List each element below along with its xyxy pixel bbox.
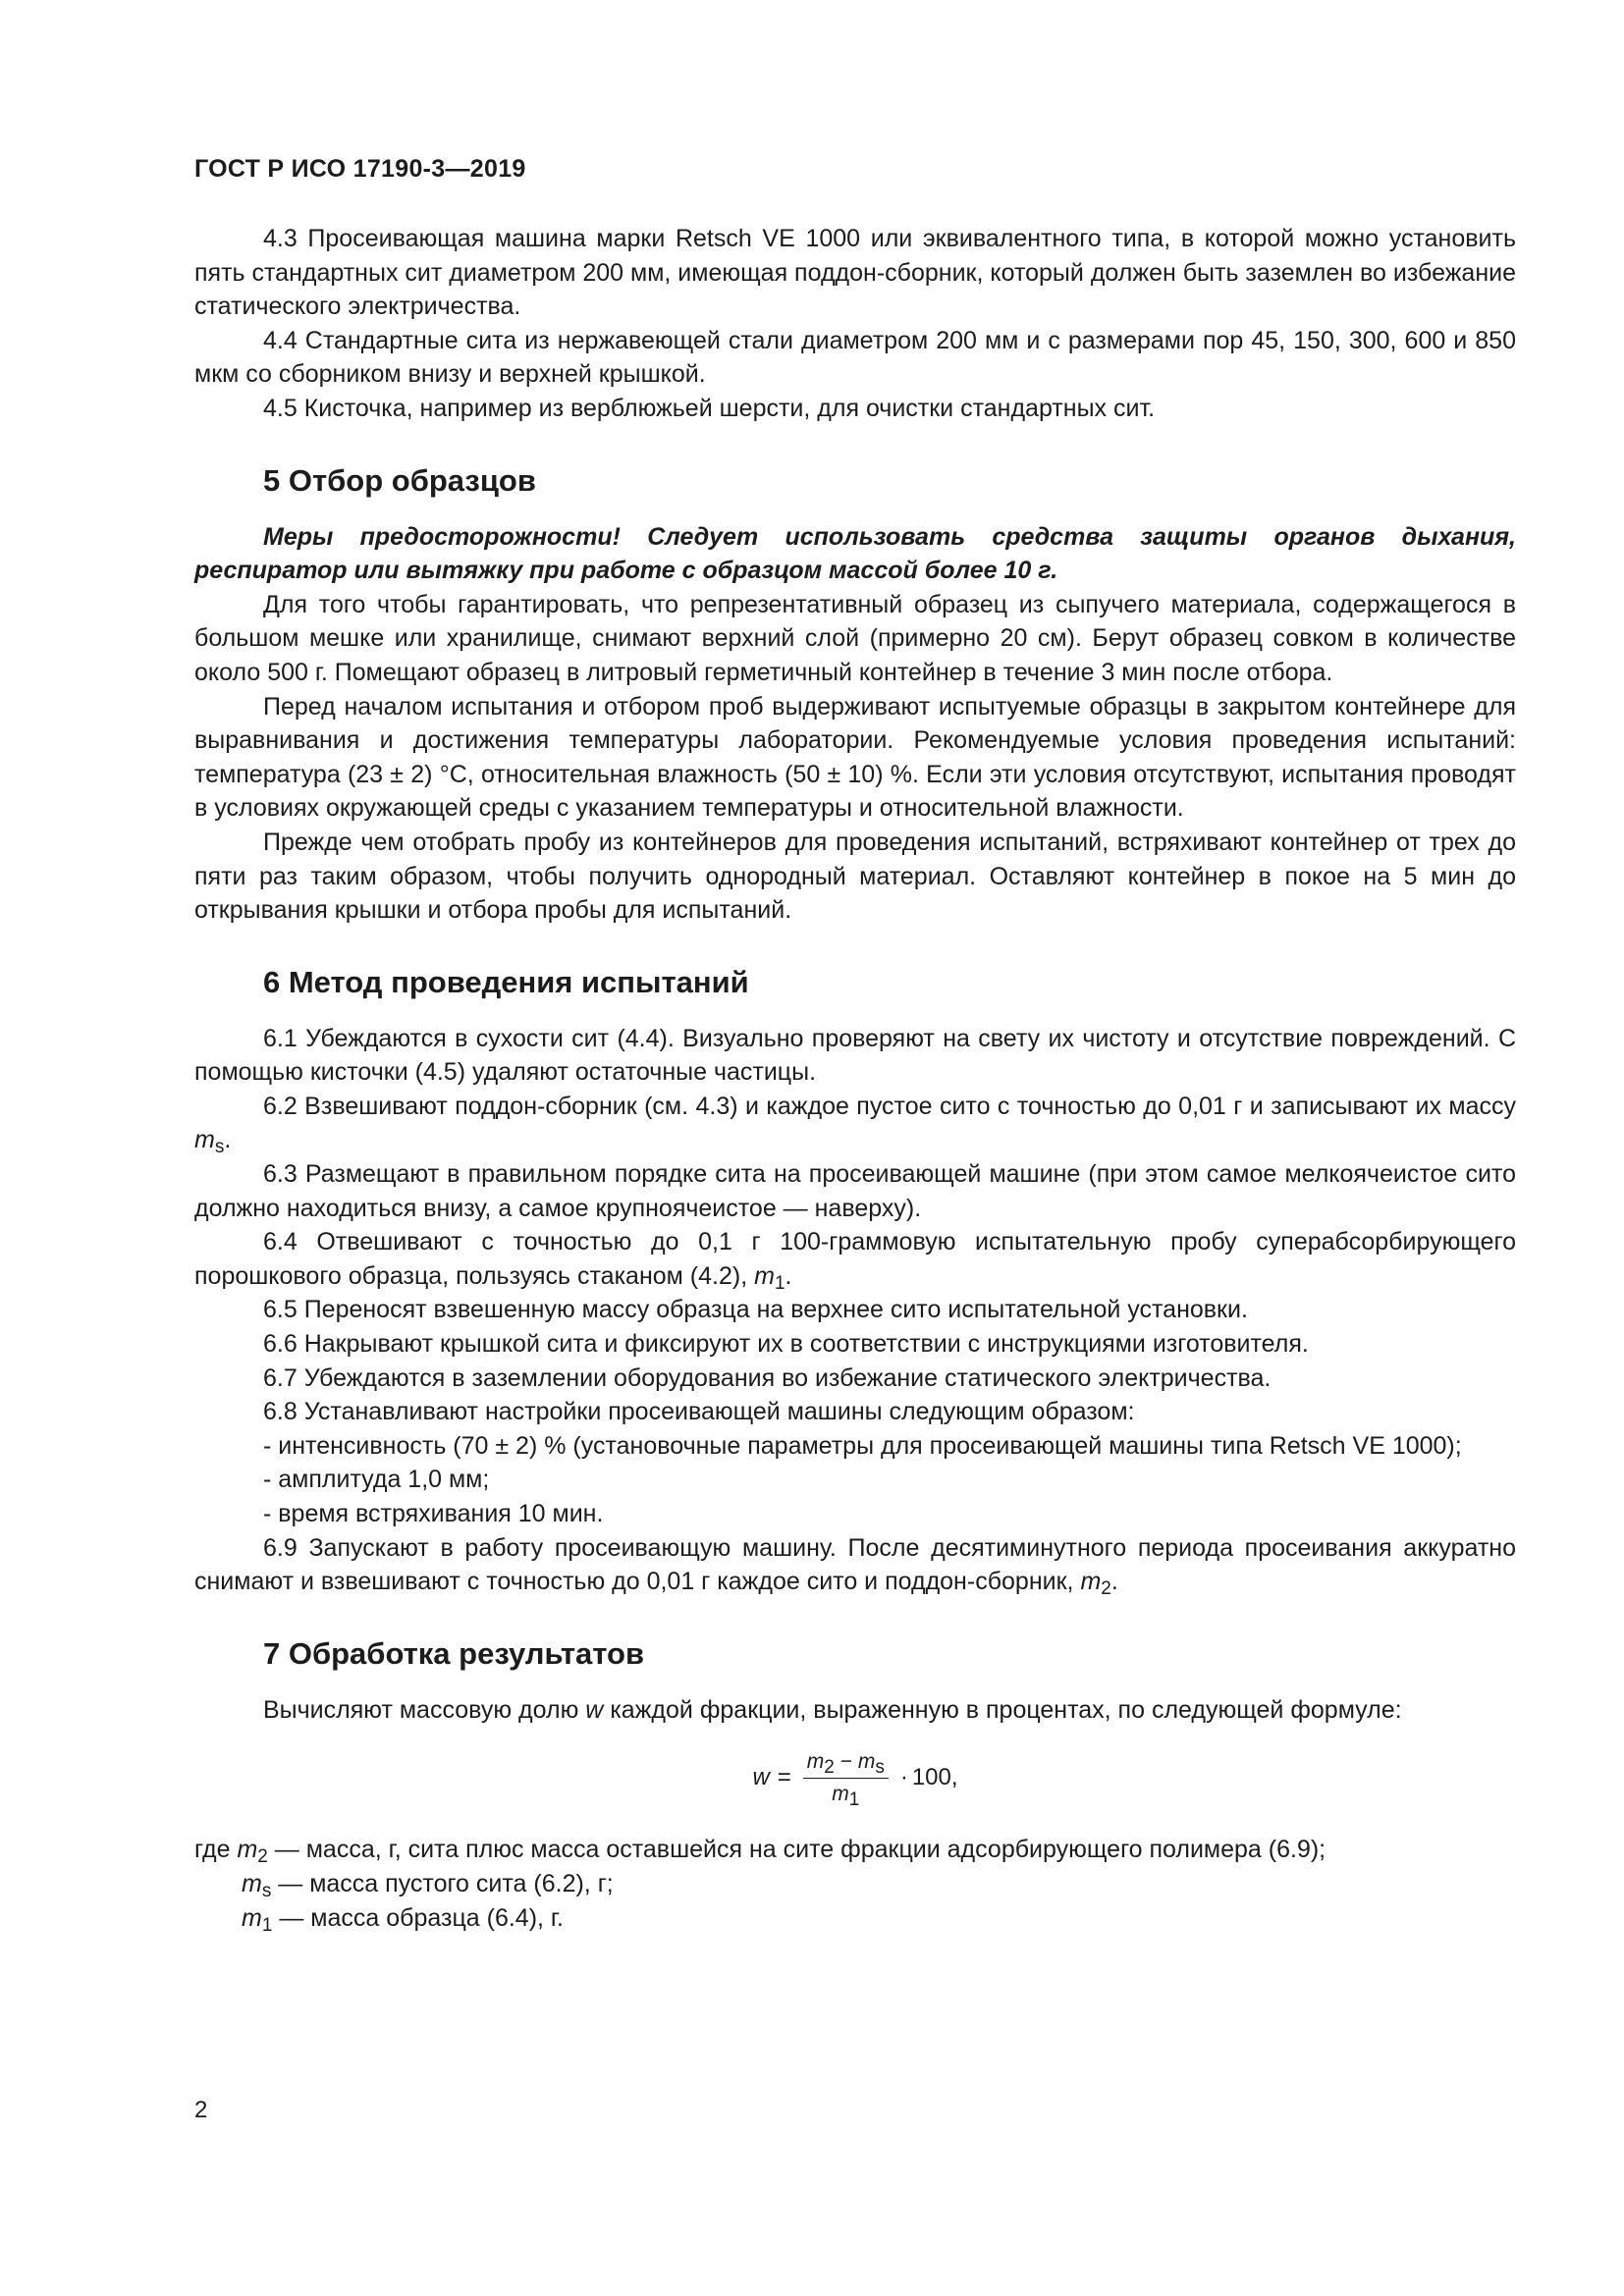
mass-fraction-formula xyxy=(194,1736,1516,1819)
where-line-ms xyxy=(194,1867,1516,1901)
paragraph-6-2-text: 6.2 Взвешивают поддон-сборник (см. 4.3) и каждое пустое сито с точностью до 0,01 г и записывают их массу xyxy=(263,1092,1516,1120)
setting-intensity: - интенсивность (70 ± 2) % (установочные параметры для просеивающей машины типа Retsch VE 1000); xyxy=(263,1431,1462,1460)
formula-times: · xyxy=(899,1764,908,1791)
document-body xyxy=(194,222,1516,1935)
formula-equals: = xyxy=(777,1764,791,1791)
var-subscript: 1 xyxy=(261,1914,273,1936)
formula-numerator xyxy=(803,1748,889,1779)
paragraph-6-7: 6.7 Убеждаются в заземлении оборудования во избежание статического электричества. xyxy=(263,1363,1272,1392)
paragraph-6-8: 6.8 Устанавливают настройки просеивающей машины следующим образом: xyxy=(263,1398,1135,1426)
formula-lhs: w xyxy=(752,1764,770,1791)
paragraph-4-3: 4.3 Просеивающая машина марки Retsch VE 1000 или эквивалентного типа, в которой можно установить пять стандартных сит диаметром 200 мм, имеющая поддон-сборник, который должен быть заземлен во избежание статического электричества. xyxy=(194,225,1516,321)
paragraph-6-6: 6.6 Накрывают крышкой сита и фиксируют их в соответствии с инструкциями изготовителя. xyxy=(263,1330,1309,1359)
var-subscript: 2 xyxy=(257,1846,268,1868)
paragraph-6-3: 6.3 Размещают в правильном порядке сита на просеивающей машине (при этом самое мелкоячеистое сито должно находиться внизу, а самое крупноячеистое — наверху). xyxy=(194,1160,1516,1222)
num-var-m: m xyxy=(857,1749,876,1773)
var-subscript: 2 xyxy=(1101,1578,1111,1600)
page-number: 2 xyxy=(194,2097,208,2123)
safety-warning: Меры предосторожности! Следует использовать средства защиты органов дыхания, респиратор или вытяжку при работе с образцом массой более 10 г. xyxy=(194,522,1516,585)
var-m: m xyxy=(754,1261,775,1290)
paragraph-5-3: Прежде чем отобрать пробу из контейнеров для проведения испытаний, встряхивают контейнер от трех до пяти раз таким образом, чтобы получить однородный материал. Оставляют контейнер в покое на 5 мин до открывания крышки и отбора пробы для испытаний. xyxy=(194,828,1516,925)
formula-fraction xyxy=(803,1748,889,1808)
section-5-heading: 5 Отбор образцов xyxy=(263,462,536,498)
paragraph-6-9 xyxy=(194,1531,1516,1599)
formula-factor: 100, xyxy=(911,1764,958,1791)
paragraph-5-2: Перед началом испытания и отбором проб выдерживают испытуемые образцы в закрытом контейнере для выравнивания и достижения температуры лаборатории. Рекомендуемые условия проведения испытаний: температура (23 ± 2) °С, относительная влажность (50 ± 10) %. Если эти условия отсутствуют, испытания проводят в условиях окружающей среды с указанием температуры и относительной влажности. xyxy=(194,692,1516,823)
intro-text: Вычисляют массовую долю xyxy=(263,1695,579,1724)
setting-amplitude: - амплитуда 1,0 мм; xyxy=(263,1466,490,1494)
paragraph-6-4-text: 6.4 Отвешивают с точностью до 0,1 г 100-граммовую испытательную пробу суперабсорбирующего порошкового образца, пользуясь стаканом (4.2), xyxy=(194,1228,1516,1290)
formula-denominator xyxy=(832,1779,859,1808)
num-var-m: m xyxy=(806,1749,825,1773)
paragraph-6-2 xyxy=(194,1090,1516,1157)
where-prefix: где xyxy=(194,1836,238,1864)
var-subscript: s xyxy=(214,1137,225,1158)
den-sub-1: 1 xyxy=(848,1789,860,1810)
var-m: m xyxy=(194,1126,215,1154)
period: . xyxy=(224,1126,232,1154)
where-definition: — масса пустого сита (6.2), г; xyxy=(271,1869,614,1897)
section-7-heading: 7 Обработка результатов xyxy=(263,1635,645,1671)
var-subscript: 1 xyxy=(774,1272,785,1294)
var-m: m xyxy=(237,1836,258,1864)
where-definition: — масса образца (6.4), г. xyxy=(272,1903,564,1932)
paragraph-5-1: Для того чтобы гарантировать, что репрезентативный образец из сыпучего материала, содержащегося в большом мешке или хранилище, снимают верхний слой (примерно 20 см). Берут образец совком в количестве около 500 г. Помещают образец в литровый герметичный контейнер в течение 3 мин после отбора. xyxy=(194,590,1516,686)
paragraph-6-4 xyxy=(194,1225,1516,1293)
den-var-m: m xyxy=(832,1782,849,1805)
where-line-m2 xyxy=(194,1833,1516,1867)
paragraph-6-9-text: 6.9 Запускают в работу просеивающую машину. После десятиминутного периода просеивания аккуратно снимают и взвешивают с точностью до 0,01 г каждое сито и поддон-сборник, xyxy=(194,1533,1516,1596)
paragraph-6-1: 6.1 Убеждаются в сухости сит (4.4). Визуально проверяют на свету их чистоту и отсутствие повреждений. С помощью кисточки (4.5) удаляют остаточные частицы. xyxy=(194,1024,1516,1087)
paragraph-4-5: 4.5 Кисточка, например из верблюжьей шерсти, для очистки стандартных сит. xyxy=(263,394,1156,422)
where-definition: — масса, г, сита плюс масса оставшейся на сите фракции адсорбирующего полимера (6.9); xyxy=(267,1836,1326,1864)
var-m: m xyxy=(1080,1568,1102,1596)
paragraph-6-5: 6.5 Переносят взвешенную массу образца на верхнее сито испытательной установки. xyxy=(263,1296,1248,1324)
setting-time: - время встряхивания 10 мин. xyxy=(263,1500,604,1527)
var-subscript: s xyxy=(261,1880,272,1901)
num-sub-2: 2 xyxy=(824,1756,835,1778)
period: . xyxy=(785,1261,792,1290)
num-sub-s: s xyxy=(875,1756,885,1778)
minus-sign: − xyxy=(839,1749,852,1773)
document-header: ГОСТ Р ИСО 17190-3—2019 xyxy=(194,155,526,183)
var-m: m xyxy=(242,1869,262,1897)
var-w: w xyxy=(585,1695,604,1724)
var-m: m xyxy=(242,1903,262,1932)
intro-text-end: каждой фракции, выраженную в процентах, по следующей формуле: xyxy=(610,1695,1402,1724)
paragraph-4-4: 4.4 Стандартные сита из нержавеющей стали диаметром 200 мм и с размерами пор 45, 150, 300, 600 и 850 мкм со сборником внизу и верхней крышкой. xyxy=(194,326,1516,389)
section-6-heading: 6 Метод проведения испытаний xyxy=(263,964,749,999)
paragraph-7-intro xyxy=(194,1693,1516,1728)
where-line-m1 xyxy=(194,1901,1516,1936)
period: . xyxy=(1110,1568,1118,1596)
